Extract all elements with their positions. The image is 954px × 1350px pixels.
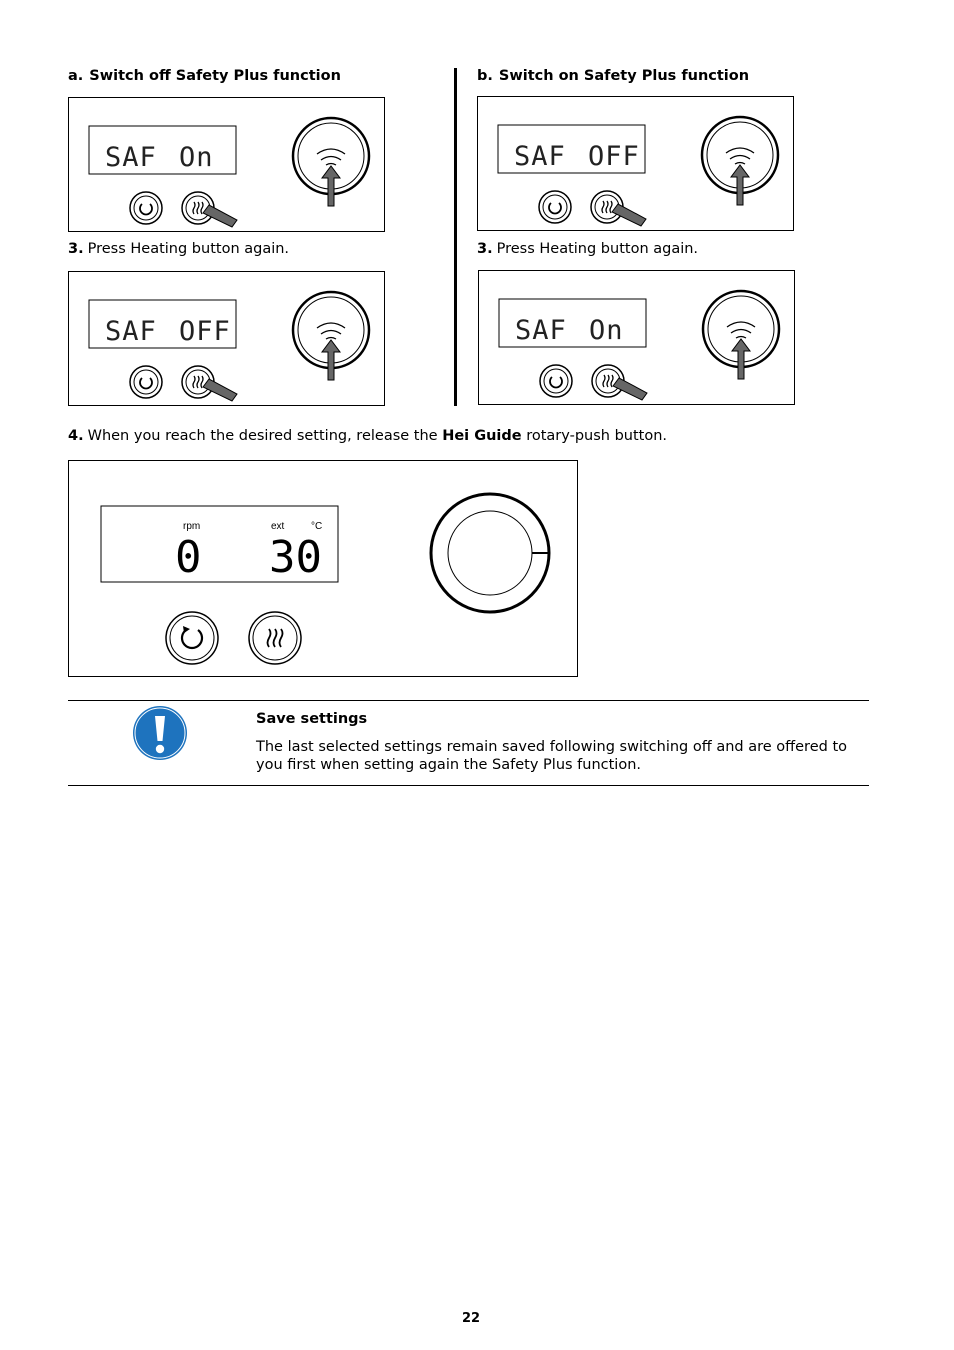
lcd-right-b1: OFF — [588, 141, 640, 172]
device-illustration-a1 — [69, 98, 386, 233]
step-3-a: 3. Press Heating button again. — [68, 241, 290, 257]
lcd-right-a2: OFF — [179, 316, 231, 347]
rotary-knob-icon — [293, 292, 369, 380]
col-b-heading: b. Switch on Safety Plus function — [477, 68, 750, 84]
note-top-rule — [68, 700, 869, 701]
device-illustration-a2 — [69, 272, 386, 407]
panel-a1 — [68, 97, 385, 232]
reset-button-icon — [539, 191, 571, 223]
reset-button-icon — [130, 366, 162, 398]
rpm-value: 0 — [175, 532, 202, 583]
reset-button-icon — [540, 365, 572, 397]
rotary-knob-icon — [703, 291, 779, 379]
col-a-heading: a. Switch off Safety Plus function — [68, 68, 341, 84]
rotary-knob-icon — [702, 117, 778, 205]
device-illustration-final — [69, 461, 579, 678]
reset-button-icon — [130, 192, 162, 224]
reset-button-icon — [166, 612, 218, 664]
step-3-b: 3. Press Heating button again. — [477, 241, 699, 257]
temp-value: 30 — [269, 532, 322, 583]
page-number: 22 — [462, 1311, 481, 1326]
lcd-right-a1: On — [179, 142, 214, 173]
device-illustration-b2 — [479, 271, 796, 406]
note-body: The last selected settings remain saved following switching off and are offered to you first when setting again the Safety Plus function. — [256, 739, 847, 773]
heating-button-icon — [249, 612, 301, 664]
column-divider — [454, 68, 457, 406]
exclamation-icon — [132, 705, 188, 761]
step-4: 4. When you reach the desired setting, release the Hei Guide rotary-push button. — [68, 428, 668, 444]
note-title: Save settings — [256, 711, 368, 727]
rotary-knob-icon — [431, 494, 549, 612]
lcd-left-b1: SAF — [514, 141, 566, 172]
pointer-icon — [613, 378, 647, 400]
panel-b2 — [478, 270, 795, 405]
rpm-label: rpm — [183, 521, 201, 532]
unit-label: °C — [311, 521, 323, 532]
lcd-left-a1: SAF — [105, 142, 157, 173]
lcd-left-b2: SAF — [515, 315, 567, 346]
panel-b1 — [477, 96, 794, 231]
pointer-icon — [612, 204, 646, 226]
note-bottom-rule — [68, 785, 869, 786]
ext-label: ext — [271, 521, 285, 532]
rotary-knob-icon — [293, 118, 369, 206]
pointer-icon — [203, 379, 237, 401]
lcd-left-a2: SAF — [105, 316, 157, 347]
device-illustration-b1 — [478, 97, 795, 232]
panel-final-display — [68, 460, 578, 677]
pointer-icon — [203, 205, 237, 227]
lcd-right-b2: On — [589, 315, 624, 346]
panel-a2 — [68, 271, 385, 406]
